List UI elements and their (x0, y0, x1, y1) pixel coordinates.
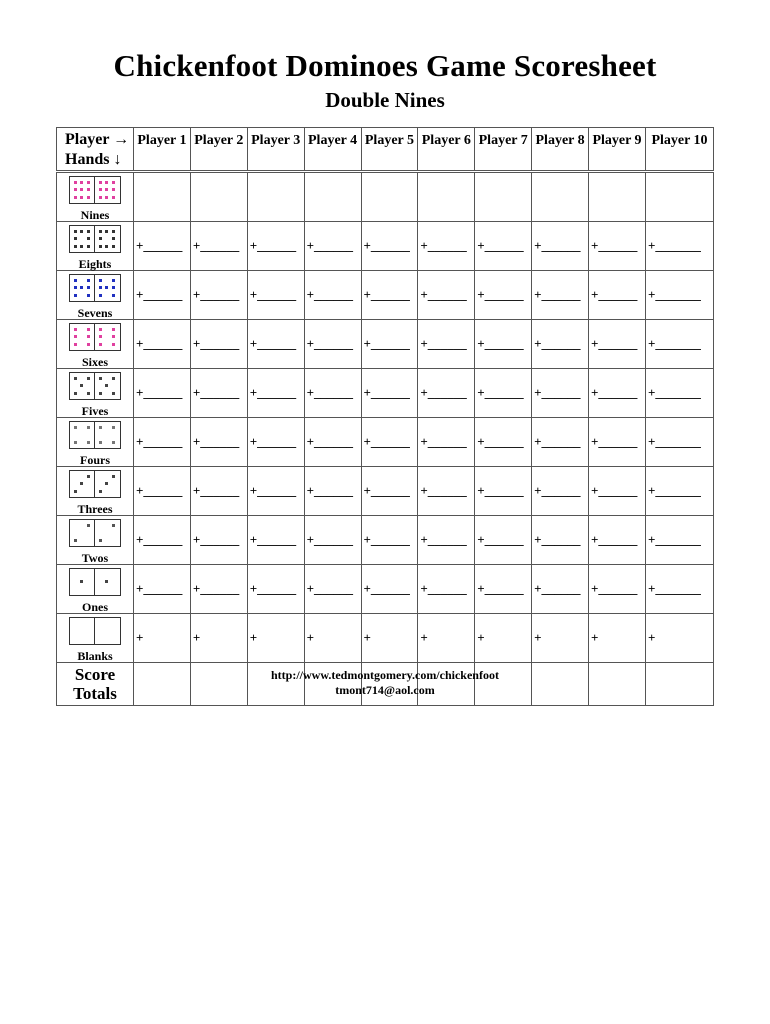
pip (99, 245, 102, 248)
pip (99, 230, 102, 233)
score-entry-cell[interactable]: +______ (532, 320, 589, 369)
score-entry-cell[interactable] (190, 172, 247, 222)
player-arrow-label: Player → (65, 131, 130, 148)
pip (112, 181, 115, 184)
score-entry-cell[interactable]: +_______ (646, 565, 714, 614)
score-entry-cell[interactable]: +______ (190, 565, 247, 614)
hand-cell (57, 467, 134, 516)
hand-label: Eights (78, 257, 112, 271)
domino-half-right (95, 275, 119, 301)
score-entry-cell[interactable]: +______ (247, 320, 304, 369)
domino-half-right (95, 422, 119, 448)
pip (74, 441, 77, 444)
hand-label: Blanks (77, 649, 113, 663)
score-entry-cell[interactable]: + (475, 614, 532, 663)
score-entry-cell[interactable]: +______ (475, 271, 532, 320)
score-entry-cell[interactable]: +______ (134, 369, 191, 418)
score-entry-cell[interactable]: +______ (134, 271, 191, 320)
pip (112, 294, 115, 297)
score-entry-cell[interactable] (475, 172, 532, 222)
pip (74, 539, 77, 542)
pip (80, 181, 83, 184)
pip (99, 181, 102, 184)
domino-icon (69, 225, 121, 253)
domino-half-left (70, 226, 95, 252)
score-entry-cell[interactable]: +______ (190, 222, 247, 271)
score-entry-cell[interactable]: +______ (589, 320, 646, 369)
domino-half-left (70, 177, 95, 203)
domino-icon (69, 323, 121, 351)
pip (74, 237, 77, 240)
domino-half-left (70, 373, 95, 399)
player-header-7: Player 7 (475, 128, 532, 172)
score-entry-cell[interactable]: +______ (532, 467, 589, 516)
pip (87, 237, 90, 240)
score-entry-cell[interactable]: +______ (532, 418, 589, 467)
score-entry-cell[interactable]: +______ (190, 516, 247, 565)
page-subtitle: Double Nines (325, 88, 445, 112)
pip (87, 196, 90, 199)
domino-half-right (95, 618, 119, 644)
player-header-6: Player 6 (418, 128, 475, 172)
pip (105, 384, 108, 387)
hand-row-sixes (57, 320, 714, 369)
pip (112, 279, 115, 282)
pip (74, 392, 77, 395)
domino-icon (69, 372, 121, 400)
domino-half-right (95, 177, 119, 203)
pip (112, 524, 115, 527)
pip (74, 490, 77, 493)
score-entry-cell[interactable]: +______ (361, 320, 418, 369)
score-entry-cell[interactable]: + (361, 614, 418, 663)
score-entry-cell[interactable]: +______ (361, 565, 418, 614)
pip (112, 245, 115, 248)
score-entry-cell[interactable]: +______ (589, 516, 646, 565)
pip (112, 426, 115, 429)
score-entry-cell[interactable] (134, 172, 191, 222)
score-entry-cell[interactable]: +______ (589, 271, 646, 320)
score-entry-cell[interactable]: +______ (247, 516, 304, 565)
hand-row-fours (57, 418, 714, 467)
score-entry-cell[interactable]: +_______ (646, 271, 714, 320)
score-entry-cell[interactable]: +______ (304, 320, 361, 369)
domino-icon (69, 568, 121, 596)
score-entry-cell[interactable]: + (247, 614, 304, 663)
pip (112, 286, 115, 289)
pip (112, 196, 115, 199)
hand-label: Ones (81, 600, 108, 614)
score-entry-cell[interactable]: +______ (475, 222, 532, 271)
player-header-2: Player 2 (190, 128, 247, 172)
pip (87, 524, 90, 527)
score-entry-cell[interactable]: +______ (532, 271, 589, 320)
score-entry-cell[interactable]: +_______ (646, 369, 714, 418)
pip (74, 328, 77, 331)
hand-row-threes (57, 467, 714, 516)
score-entry-cell[interactable]: +______ (304, 222, 361, 271)
score-entry-cell[interactable]: +______ (475, 565, 532, 614)
hand-cell (57, 369, 134, 418)
pip (74, 294, 77, 297)
domino-icon (69, 176, 121, 204)
pip (112, 335, 115, 338)
hand-row-blanks (57, 614, 714, 663)
score-entry-cell[interactable]: +______ (247, 418, 304, 467)
pip (105, 245, 108, 248)
pip (74, 196, 77, 199)
pip (74, 286, 77, 289)
score-entry-cell[interactable]: + (190, 614, 247, 663)
pip (87, 441, 90, 444)
score-entry-cell[interactable]: +______ (418, 320, 475, 369)
score-entry-cell[interactable]: +______ (475, 320, 532, 369)
score-entry-cell[interactable]: +______ (190, 320, 247, 369)
domino-half-left (70, 422, 95, 448)
pip (99, 441, 102, 444)
score-entry-cell[interactable]: +_______ (646, 320, 714, 369)
score-entry-cell[interactable]: +______ (304, 418, 361, 467)
hand-row-twos (57, 516, 714, 565)
domino-half-left (70, 324, 95, 350)
score-entry-cell[interactable]: +______ (134, 320, 191, 369)
score-entry-cell[interactable]: +______ (475, 369, 532, 418)
score-entry-cell[interactable] (247, 172, 304, 222)
pip (105, 181, 108, 184)
pip (87, 335, 90, 338)
pip (105, 482, 108, 485)
hand-cell (57, 172, 134, 222)
pip (87, 475, 90, 478)
pip (105, 286, 108, 289)
pip (80, 384, 83, 387)
hand-cell (57, 222, 134, 271)
score-entry-cell[interactable] (361, 172, 418, 222)
pip (99, 539, 102, 542)
pip (99, 335, 102, 338)
score-entry-cell[interactable]: +______ (247, 369, 304, 418)
score-entry-cell[interactable]: +______ (134, 565, 191, 614)
score-entry-cell[interactable]: +______ (190, 271, 247, 320)
pip (87, 328, 90, 331)
player-header-10: Player 10 (646, 128, 714, 172)
score-entry-cell[interactable]: +______ (475, 418, 532, 467)
hand-row-fives (57, 369, 714, 418)
pip (74, 377, 77, 380)
score-entry-cell[interactable] (532, 172, 589, 222)
totals-label: Totals (73, 684, 117, 703)
pip (87, 230, 90, 233)
score-entry-cell[interactable]: +_______ (646, 418, 714, 467)
pip (80, 580, 83, 583)
score-entry-cell[interactable]: +______ (532, 222, 589, 271)
pip (74, 279, 77, 282)
score-entry-cell[interactable]: + (304, 614, 361, 663)
score-entry-cell[interactable]: +______ (247, 222, 304, 271)
score-entry-cell[interactable]: + (418, 614, 475, 663)
score-entry-cell[interactable]: +______ (361, 222, 418, 271)
score-entry-cell[interactable]: +______ (589, 467, 646, 516)
pip (87, 392, 90, 395)
hand-row-ones (57, 565, 714, 614)
domino-icon (69, 617, 121, 645)
pip (112, 343, 115, 346)
pip (74, 230, 77, 233)
score-table (56, 127, 714, 706)
score-entry-cell[interactable]: +______ (304, 565, 361, 614)
score-entry-cell[interactable]: +______ (304, 369, 361, 418)
pip (80, 188, 83, 191)
pip (80, 482, 83, 485)
pip (99, 196, 102, 199)
score-entry-cell[interactable]: +______ (190, 369, 247, 418)
score-entry-cell[interactable]: + (532, 614, 589, 663)
domino-half-left (70, 520, 95, 546)
pip (74, 335, 77, 338)
pip (112, 377, 115, 380)
player-header-1: Player 1 (134, 128, 191, 172)
pip (99, 426, 102, 429)
score-entry-cell[interactable] (646, 172, 714, 222)
score-entry-cell[interactable]: +______ (247, 467, 304, 516)
score-entry-cell[interactable]: +______ (418, 271, 475, 320)
domino-half-left (70, 569, 95, 595)
score-entry-cell[interactable]: +______ (134, 222, 191, 271)
hand-label: Sixes (81, 355, 108, 369)
score-entry-cell[interactable]: +______ (304, 516, 361, 565)
player-header-5: Player 5 (361, 128, 418, 172)
hand-cell (57, 271, 134, 320)
score-entry-cell[interactable]: +______ (361, 418, 418, 467)
pip (74, 181, 77, 184)
footer-url[interactable]: http://www.tedmontgomery.com/chickenfoot (271, 668, 499, 682)
hand-label: Fours (80, 453, 110, 467)
hand-cell (57, 418, 134, 467)
pip (105, 230, 108, 233)
score-entry-cell[interactable]: +______ (304, 271, 361, 320)
pip (87, 294, 90, 297)
player-header-8: Player 8 (532, 128, 589, 172)
score-entry-cell[interactable]: + (589, 614, 646, 663)
pip (112, 328, 115, 331)
domino-half-right (95, 324, 119, 350)
score-entry-cell[interactable]: +______ (532, 516, 589, 565)
hand-cell (57, 565, 134, 614)
player-header-9: Player 9 (589, 128, 646, 172)
score-entry-cell[interactable]: +______ (418, 516, 475, 565)
score-entry-cell[interactable]: +______ (304, 467, 361, 516)
domino-half-right (95, 471, 119, 497)
pip (99, 343, 102, 346)
score-entry-cell[interactable]: + (134, 614, 191, 663)
pip (99, 237, 102, 240)
pip (80, 230, 83, 233)
score-entry-cell[interactable]: +______ (134, 516, 191, 565)
pip (87, 426, 90, 429)
pip (112, 237, 115, 240)
score-entry-cell[interactable]: +______ (589, 565, 646, 614)
domino-half-right (95, 520, 119, 546)
hand-label: Nines (80, 208, 110, 222)
pip (87, 343, 90, 346)
hands-arrow-label: Hands ↓ (65, 151, 122, 168)
domino-half-left (70, 618, 95, 644)
domino-icon (69, 519, 121, 547)
header-row (57, 128, 714, 172)
pip (99, 294, 102, 297)
hand-label: Sevens (77, 306, 113, 320)
pip (87, 245, 90, 248)
pip (112, 475, 115, 478)
domino-icon (69, 421, 121, 449)
pip (112, 392, 115, 395)
hand-cell (57, 614, 134, 663)
score-entry-cell[interactable] (304, 172, 361, 222)
pip (99, 286, 102, 289)
pip (87, 188, 90, 191)
domino-half-left (70, 275, 95, 301)
score-entry-cell[interactable]: +______ (190, 467, 247, 516)
score-entry-cell[interactable]: +______ (532, 565, 589, 614)
score-entry-cell[interactable]: + (646, 614, 714, 663)
hand-row-nines (57, 172, 714, 222)
score-entry-cell[interactable]: +______ (418, 565, 475, 614)
score-entry-cell[interactable]: +_______ (646, 467, 714, 516)
score-entry-cell[interactable]: +______ (532, 369, 589, 418)
score-entry-cell[interactable] (589, 172, 646, 222)
hand-row-eights (57, 222, 714, 271)
pip (112, 188, 115, 191)
pip (99, 188, 102, 191)
pip (105, 580, 108, 583)
pip (99, 490, 102, 493)
corner-header (57, 128, 134, 172)
score-entry-cell[interactable]: +_______ (646, 516, 714, 565)
pip (87, 377, 90, 380)
score-entry-cell[interactable]: +______ (247, 271, 304, 320)
hand-cell (57, 320, 134, 369)
score-entry-cell[interactable]: +______ (475, 516, 532, 565)
score-entry-cell[interactable]: +______ (589, 222, 646, 271)
domino-half-left (70, 471, 95, 497)
score-entry-cell[interactable]: +______ (418, 222, 475, 271)
pip (87, 279, 90, 282)
hand-label: Twos (81, 551, 109, 565)
footer-email[interactable]: tmont714@aol.com (335, 683, 435, 697)
score-entry-cell[interactable]: +______ (361, 271, 418, 320)
score-entry-cell[interactable]: +______ (589, 418, 646, 467)
pip (74, 188, 77, 191)
pip (87, 181, 90, 184)
score-entry-cell[interactable]: +______ (418, 418, 475, 467)
score-entry-cell[interactable]: +______ (361, 516, 418, 565)
domino-half-right (95, 569, 119, 595)
pip (99, 328, 102, 331)
pip (74, 343, 77, 346)
domino-icon (69, 274, 121, 302)
pip (74, 426, 77, 429)
score-entry-cell[interactable]: +______ (418, 369, 475, 418)
hand-label: Threes (77, 502, 113, 516)
score-entry-cell[interactable]: +______ (190, 418, 247, 467)
score-entry-cell[interactable] (418, 172, 475, 222)
hand-row-sevens (57, 271, 714, 320)
player-header-3: Player 3 (247, 128, 304, 172)
score-entry-cell[interactable]: +______ (361, 369, 418, 418)
score-entry-cell[interactable]: +______ (589, 369, 646, 418)
domino-half-right (95, 226, 119, 252)
pip (105, 188, 108, 191)
score-entry-cell[interactable]: +______ (134, 418, 191, 467)
pip (80, 286, 83, 289)
pip (99, 377, 102, 380)
score-entry-cell[interactable]: +______ (475, 467, 532, 516)
score-entry-cell[interactable]: +______ (134, 467, 191, 516)
player-header-4: Player 4 (304, 128, 361, 172)
pip (87, 286, 90, 289)
pip (105, 196, 108, 199)
pip (99, 279, 102, 282)
page-title: Chickenfoot Dominoes Game Scoresheet (113, 48, 657, 83)
pip (112, 230, 115, 233)
pip (99, 392, 102, 395)
score-entry-cell[interactable]: +______ (361, 467, 418, 516)
pip (112, 441, 115, 444)
domino-icon (69, 470, 121, 498)
score-label: Score (74, 665, 116, 684)
score-entry-cell[interactable]: +______ (247, 565, 304, 614)
pip (80, 245, 83, 248)
pip (80, 196, 83, 199)
domino-half-right (95, 373, 119, 399)
pip (74, 245, 77, 248)
score-entry-cell[interactable]: +_______ (646, 222, 714, 271)
score-entry-cell[interactable]: +______ (418, 467, 475, 516)
hand-label: Fives (81, 404, 109, 418)
hand-cell (57, 516, 134, 565)
